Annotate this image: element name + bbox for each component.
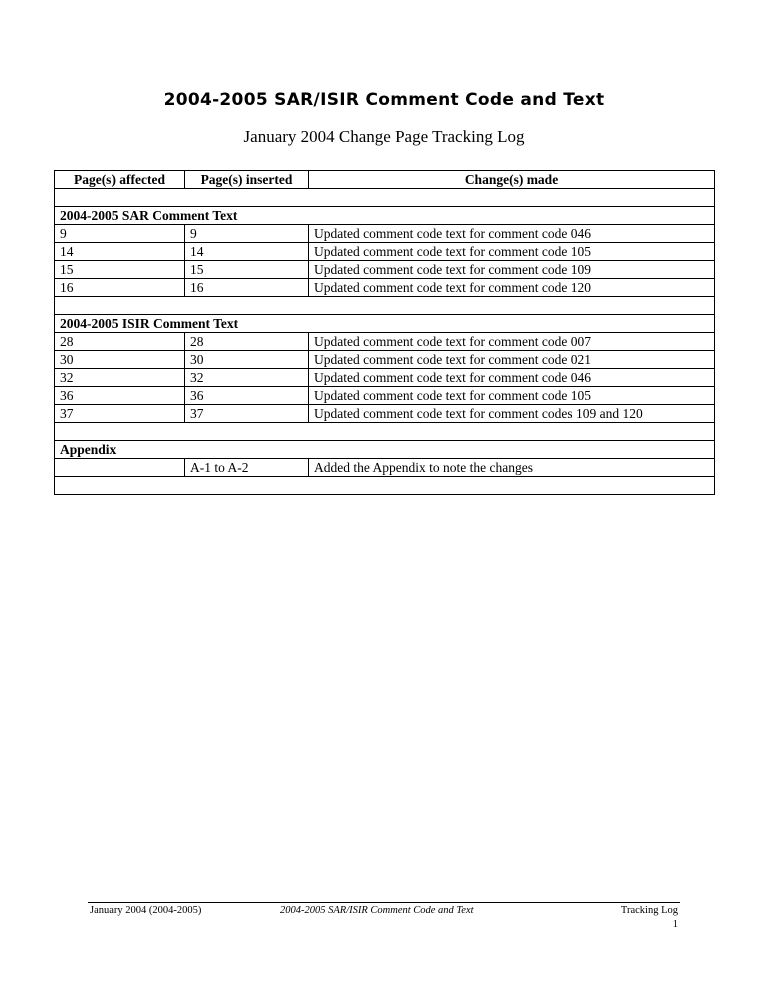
table-row [55,225,715,243]
tracking-log-table [54,170,715,495]
pages-affected-cell [55,459,185,477]
footer-section-name: Tracking Log [620,905,678,916]
change-made-cell: Updated comment code text for comment code 007 [309,333,715,351]
pages-affected-cell: 16 [55,279,185,297]
pages-inserted-cell: 14 [185,243,309,261]
pages-affected-cell: 28 [55,333,185,351]
document-title: 2004-2005 SAR/ISIR Comment Code and Text [163,90,605,110]
pages-inserted-cell: 36 [185,387,309,405]
change-made-cell: Updated comment code text for comment code 046 [309,225,715,243]
pages-affected-cell: 36 [55,387,185,405]
footer-document-name: 2004-2005 SAR/ISIR Comment Code and Text [280,905,474,916]
pages-inserted-cell: 9 [185,225,309,243]
page-number: 1 [672,919,678,930]
change-made-cell: Updated comment code text for comment code 109 [309,261,715,279]
change-made-cell: Updated comment code text for comment code 105 [309,243,715,261]
pages-affected-cell: 14 [55,243,185,261]
table-row [55,459,715,477]
pages-inserted-cell: 15 [185,261,309,279]
pages-affected-cell: 30 [55,351,185,369]
table-row [55,387,715,405]
footer-date: January 2004 (2004-2005) [90,905,202,916]
pages-inserted-cell: 32 [185,369,309,387]
change-made-cell: Added the Appendix to note the changes [309,459,715,477]
table-row [55,261,715,279]
section-heading: Appendix [55,441,715,459]
change-made-cell: Updated comment code text for comment codes 109 and 120 [309,405,715,423]
header-changes-made: Change(s) made [309,171,715,189]
spacer-row [55,189,715,207]
section-heading-row [55,207,715,225]
change-made-cell: Updated comment code text for comment code 105 [309,387,715,405]
pages-inserted-cell: 28 [185,333,309,351]
change-made-cell: Updated comment code text for comment code 120 [309,279,715,297]
pages-inserted-cell: A-1 to A-2 [185,459,309,477]
table-row [55,279,715,297]
section-heading: 2004-2005 SAR Comment Text [55,207,715,225]
pages-affected-cell: 9 [55,225,185,243]
pages-inserted-cell: 30 [185,351,309,369]
header-pages-affected: Page(s) affected [55,171,185,189]
pages-affected-cell: 32 [55,369,185,387]
pages-affected-cell: 37 [55,405,185,423]
table-row [55,405,715,423]
section-heading: 2004-2005 ISIR Comment Text [55,315,715,333]
table-row [55,333,715,351]
table-row [55,369,715,387]
table-header-row [55,171,715,189]
pages-affected-cell: 15 [55,261,185,279]
spacer-row [55,477,715,495]
document-subtitle: January 2004 Change Page Tracking Log [243,127,525,146]
table-row [55,243,715,261]
header-pages-inserted: Page(s) inserted [185,171,309,189]
pages-inserted-cell: 37 [185,405,309,423]
section-heading-row [55,315,715,333]
section-heading-row [55,441,715,459]
change-made-cell: Updated comment code text for comment code 021 [309,351,715,369]
table-row [55,351,715,369]
pages-inserted-cell: 16 [185,279,309,297]
spacer-row [55,297,715,315]
spacer-row [55,423,715,441]
footer-divider [88,902,680,903]
change-made-cell: Updated comment code text for comment code 046 [309,369,715,387]
